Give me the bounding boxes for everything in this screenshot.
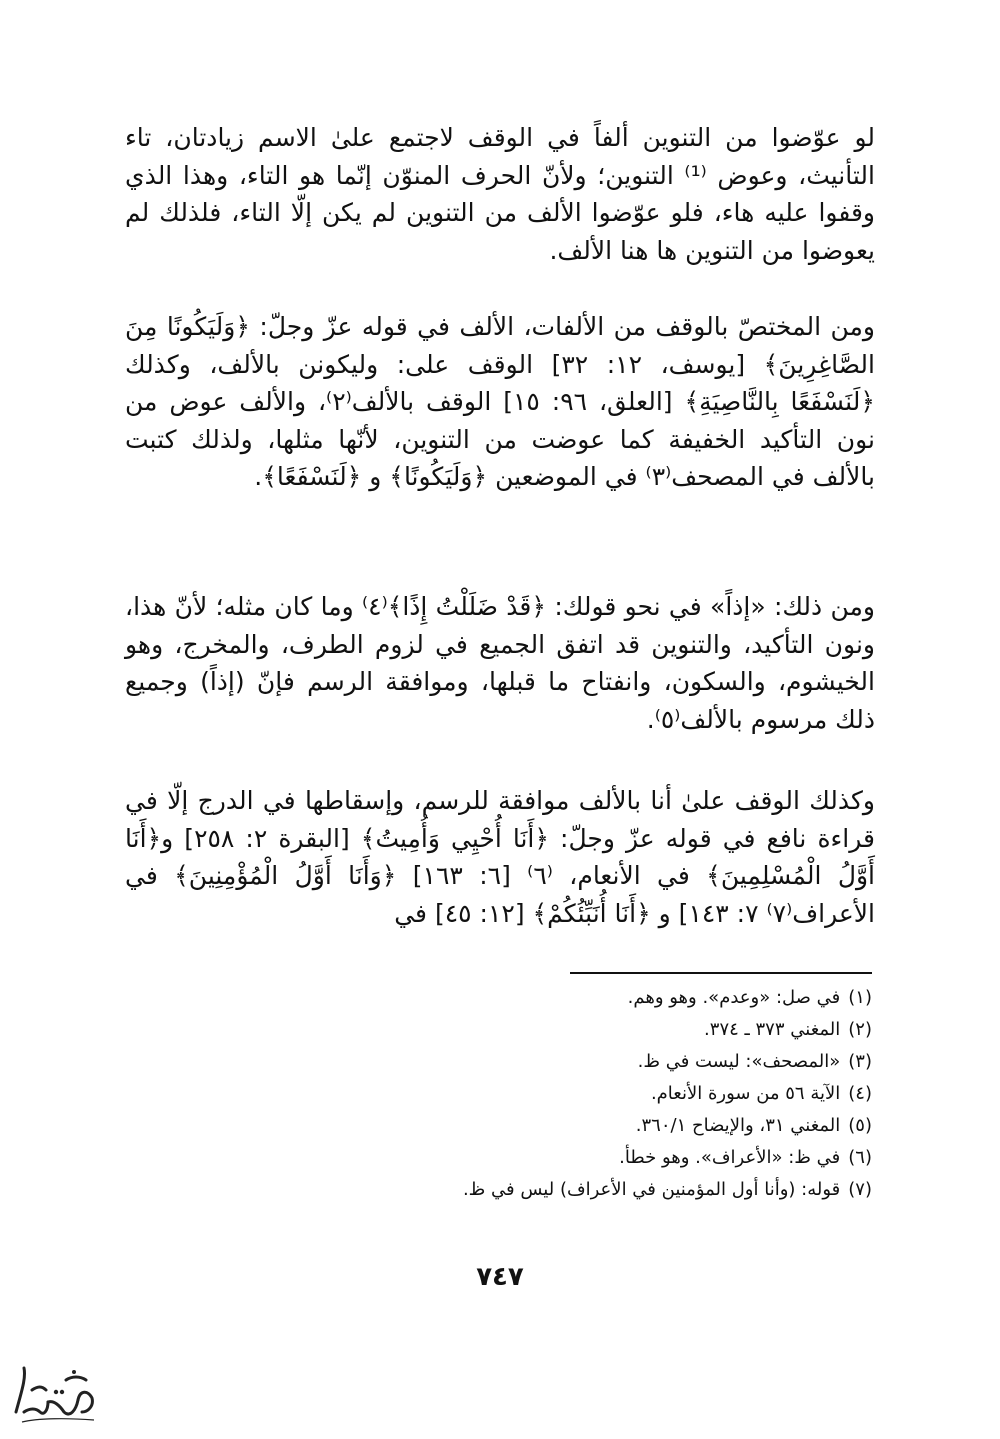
paragraph-4: وكذلك الوقف علىٰ أنا بالألف موافقة للرسم، وإسقاطها في الدرج إلّا في قراءة نافع في قوله عزّ وجلّ: ﴿أَنَا أُحْيِي وَأُمِيتُ﴾ [البقرة ٢: ٢٥٨] و﴿أَنَا أَوَّلُ الْمُسْلِمِينَ﴾ في الأنعام، ⁽٦⁾ [٦: ١٦٣] ﴿وَأَنَا أَوَّلُ الْمُؤْمِنِينَ﴾ في الأعراف⁽٧⁾ ٧: ١٤٣] و ﴿أَنَا أُنَبِّئُكُمْ﴾ [١٢: ٤٥] في [125,786,876,928]
footnote-text: الآية ٥٦ من سورة الأنعام. [650,1083,841,1104]
footnotes-list [152,982,872,1206]
footnote-number: (٤) [848,1083,872,1104]
footnote-3 [152,1046,872,1078]
footnote-2 [152,1014,872,1046]
library-stamp-logo [8,1350,104,1430]
footnote-7 [152,1174,872,1206]
footnote-text: المغني ٣١، والإيضاح ٣٦٠/١. [635,1115,841,1136]
page-number: ٧٤٧ [476,1262,524,1292]
footnote-number: (٧) [848,1179,872,1200]
footnote-text: في صل: «وعدم». وهو وهم. [627,987,841,1008]
footnote-number: (١) [848,987,872,1008]
footnote-1 [152,982,872,1014]
footnote-number: (٣) [848,1051,872,1072]
footnote-number: (٢) [848,1019,872,1040]
paragraph-1: لو عوّضوا من التنوين ألفاً في الوقف لاجتمع علىٰ الاسم زيادتان، تاء التأنيث، وعوض ⁽¹⁾ التنوين؛ ولأنّ الحرف المنوّن إنّما هو التاء، وهذا الذي وقفوا عليه هاء، فلو عوّضوا الألف من التنوين لم يكن إلّا التاء، فلذلك لم يعوضوا من التنوين ها هنا الألف. [125,123,875,265]
paragraph-2: ومن المختصّ بالوقف من الألفات، الألف في قوله عزّ وجلّ: ﴿وَلَيَكُونًا مِنَ الصَّاغِرِينَ﴾ [يوسف، ١٢: ٣٢] الوقف على: وليكونن بالألف، وكذلك ﴿لَنَسْفَعًا بِالنَّاصِيَةِ﴾ [العلق، ٩٦: ١٥] الوقف بالألف⁽٢⁾، والألف عوض من نون التأكيد الخفيفة كما عوضت من التنوين، لأنّها مثلها، ولذلك كتبت بالألف في المصحف⁽٣⁾ في الموضعين ﴿وَلَيَكُونًا﴾ و ﴿لَنَسْفَعًا﴾. [125,312,875,491]
footnote-5 [152,1110,872,1142]
footnote-6 [152,1142,872,1174]
footnote-number: (٦) [848,1147,872,1168]
footnote-text: المغني ٣٧٣ ـ ٣٧٤. [704,1019,841,1040]
footnote-divider [570,972,872,974]
paragraph-3: ومن ذلك: «إذاً» في نحو قولك: ﴿قَدْ ضَلَلْتُ إِذًا﴾⁽٤⁾ وما كان مثله؛ لأنّ هذا، ونون التأكيد، والتنوين قد اتفق الجميع في لزوم الطرف، والمخرج، وهو الخيشوم، والسكون، وانفتاح ما قبلها، وموافقة الرسم فإنّ (إذاً) وجميع ذلك مرسوم بالألف⁽٥⁾. [125,592,875,734]
footnote-text: «المصحف»: ليست في ظ. [637,1051,841,1072]
footnote-number: (٥) [848,1115,872,1136]
footnote-4 [152,1078,872,1110]
footnote-text: في ظ: «الأعراف». وهو خطأ. [619,1147,841,1168]
footnote-text: قوله: (وأنا أول المؤمنين في الأعراف) ليس في ظ. [462,1179,841,1200]
